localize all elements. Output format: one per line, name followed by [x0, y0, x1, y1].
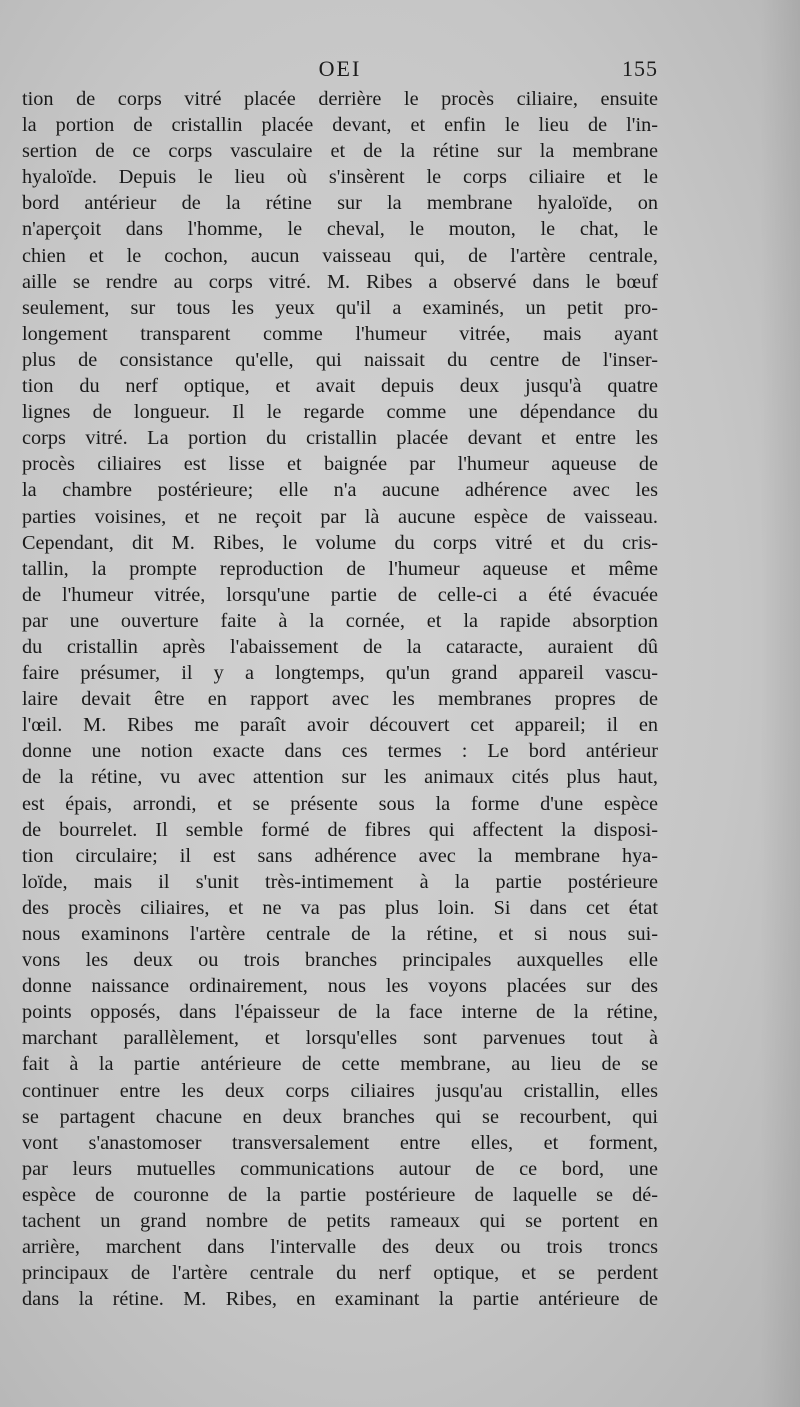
text-line: longement transparent comme l'humeur vitrée, mais ayant: [22, 322, 658, 345]
text-line: bord antérieur de la rétine sur la membrane hyaloïde, on: [22, 192, 658, 215]
text-line: loïde, mais il s'unit très-intimement à la partie postérieure: [22, 870, 658, 893]
text-line: de la rétine, vu avec attention sur les animaux cités plus haut,: [22, 766, 658, 789]
text-line: dans la rétine. M. Ribes, en examinant la partie antérieure de: [22, 1288, 658, 1311]
text-line: fait à la partie antérieure de cette membrane, au lieu de se: [22, 1053, 658, 1076]
text-line: corps vitré. La portion du cristallin placée devant et entre les: [22, 427, 658, 450]
text-line: vont s'anastomoser transversalement entre elles, et forment,: [22, 1131, 658, 1154]
text-line: la chambre postérieure; elle n'a aucune adhérence avec les: [22, 479, 658, 502]
text-line: principaux de l'artère centrale du nerf optique, et se perdent: [22, 1262, 658, 1285]
text-line: du cristallin après l'abaissement de la cataracte, auraient dû: [22, 635, 658, 658]
body-text: [22, 86, 658, 1312]
text-line: tallin, la prompte reproduction de l'humeur aqueuse et même: [22, 557, 658, 580]
text-line: de l'humeur vitrée, lorsqu'une partie de celle-ci a été évacuée: [22, 583, 658, 606]
text-line: aille se rendre au corps vitré. M. Ribes a observé dans le bœuf: [22, 270, 658, 293]
text-line: se partagent chacune en deux branches qui se recourbent, qui: [22, 1105, 658, 1128]
text-line: tachent un grand nombre de petits rameaux qui se portent en: [22, 1210, 658, 1233]
text-line: de bourrelet. Il semble formé de fibres qui affectent la disposi-: [22, 818, 658, 841]
text-line: tion circulaire; il est sans adhérence avec la membrane hya-: [22, 844, 658, 867]
text-line: parties voisines, et ne reçoit par là aucune espèce de vaisseau.: [22, 505, 658, 528]
text-line: donne naissance ordinairement, nous les voyons placées sur des: [22, 975, 658, 998]
text-line: est épais, arrondi, et se présente sous la forme d'une espèce: [22, 792, 658, 815]
text-line: plus de consistance qu'elle, qui naissait du centre de l'inser-: [22, 348, 658, 371]
text-line: laire devait être en rapport avec les membranes propres de: [22, 688, 658, 711]
text-line: continuer entre les deux corps ciliaires jusqu'au cristallin, elles: [22, 1079, 658, 1102]
text-line: nous examinons l'artère centrale de la rétine, et si nous sui-: [22, 923, 658, 945]
text-line: n'aperçoit dans l'homme, le cheval, le mouton, le chat, le: [22, 218, 658, 241]
text-line: sertion de ce corps vasculaire et de la rétine sur la membrane: [22, 140, 658, 163]
page-edge-shadow: [760, 0, 800, 1407]
text-line: points opposés, dans l'épaisseur de la face interne de la rétine,: [22, 1001, 658, 1024]
page-number: 155: [622, 56, 658, 81]
text-line: procès ciliaires est lisse et baignée par l'humeur aqueuse de: [22, 453, 658, 476]
text-line: tion du nerf optique, et avait depuis deux jusqu'à quatre: [22, 375, 658, 398]
text-line: la portion de cristallin placée devant, et enfin le lieu de l'in-: [22, 114, 658, 137]
text-line: par leurs mutuelles communications autour de ce bord, une: [22, 1157, 658, 1180]
text-line: faire présumer, il y a longtemps, qu'un grand appareil vascu-: [22, 662, 658, 685]
text-line: hyaloïde. Depuis le lieu où s'insèrent le corps ciliaire et le: [22, 166, 658, 189]
text-line: par une ouverture faite à la cornée, et la rapide absorption: [22, 609, 658, 632]
text-line: espèce de couronne de la partie postérieure de laquelle se dé-: [22, 1183, 658, 1206]
text-line: l'œil. M. Ribes me paraît avoir découvert cet appareil; il en: [22, 714, 658, 737]
text-line: marchant parallèlement, et lorsqu'elles sont parvenues tout à: [22, 1027, 658, 1050]
text-line: seulement, sur tous les yeux qu'il a examinés, un petit pro-: [22, 296, 658, 319]
text-line: tion de corps vitré placée derrière le procès ciliaire, ensuite: [22, 88, 658, 110]
text-line: donne une notion exacte dans ces termes : Le bord antérieur: [22, 740, 658, 763]
running-head: OEI: [318, 56, 362, 81]
text-line: lignes de longueur. Il le regarde comme une dépendance du: [22, 401, 658, 424]
text-line: chien et le cochon, aucun vaisseau qui, de l'artère centrale,: [22, 244, 658, 267]
text-line: des procès ciliaires, et ne va pas plus loin. Si dans cet état: [22, 896, 658, 919]
text-line: arrière, marchent dans l'intervalle des deux ou trois troncs: [22, 1236, 658, 1259]
text-line: vons les deux ou trois branches principales auxquelles elle: [22, 949, 658, 972]
text-line: Cependant, dit M. Ribes, le volume du corps vitré et du cris-: [22, 531, 658, 554]
